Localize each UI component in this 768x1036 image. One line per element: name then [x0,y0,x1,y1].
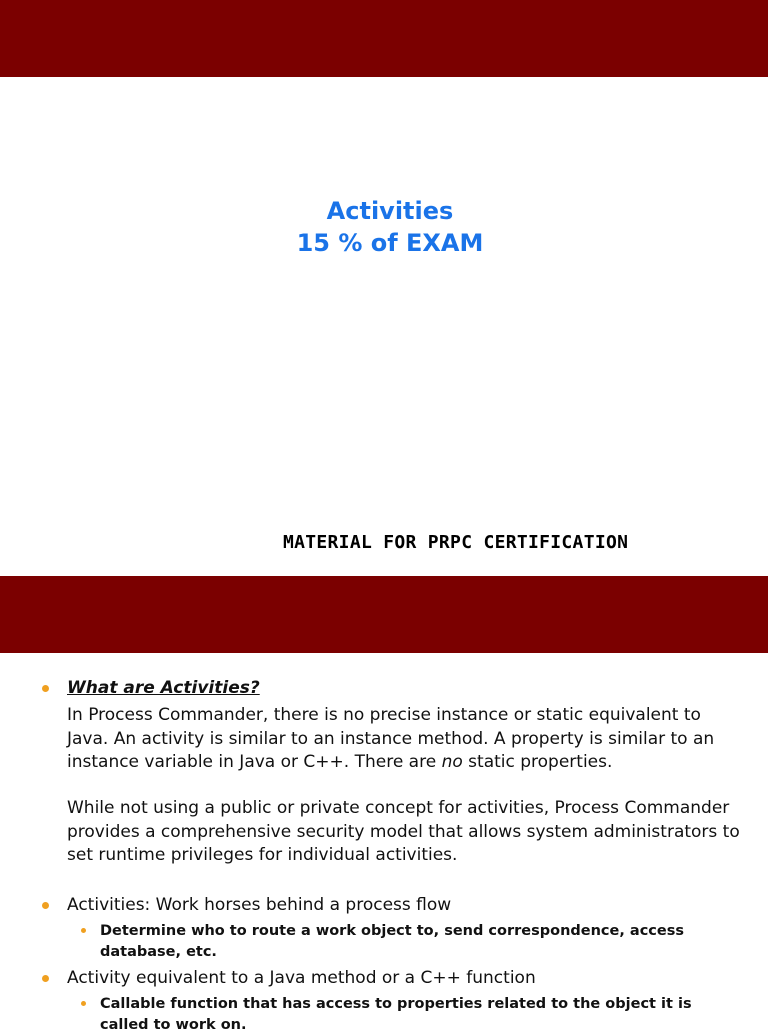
paragraph-1-emphasis: no [441,752,463,772]
slide-title-line1: Activities [326,197,454,225]
paragraph-1 [67,704,747,775]
slide2-header-band [0,576,768,653]
sub-bullet-icon [81,928,86,933]
sub-bullet-icon [81,1001,86,1006]
bullet-icon [42,975,49,982]
bullet-icon [42,902,49,909]
question-heading: What are Activities? [67,678,260,698]
header-band [0,0,768,77]
paragraph-2: While not using a public or private concept for activities, Process Commander provides a comprehensive security model that allows system administrators to set runtime privileges for individual activities. [67,798,740,865]
slide-subtitle: MATERIAL FOR PRPC CERTIFICATION [283,532,629,553]
sub-bullet-item-callable: Callable function that has access to properties related to the object it is called to work on. [100,996,692,1033]
paragraph-1-text-a: In Process Commander, there is no precise instance or static equivalent to Java. An activity is similar to an instance method. A property is similar to an instance variable in Java or C++. There are [67,705,715,772]
bullet-icon [42,685,49,692]
paragraph-1-text-b: static properties. [462,752,613,772]
bullet-item-workhorses: Activities: Work horses behind a process flow [67,895,452,915]
bullet-item-java-method: Activity equivalent to a Java method or a C++ function [67,968,536,988]
slide-title-line2: 15 % of EXAM [296,229,484,257]
sub-bullet-item-determine: Determine who to route a work object to, send correspondence, access database, etc. [100,923,684,960]
